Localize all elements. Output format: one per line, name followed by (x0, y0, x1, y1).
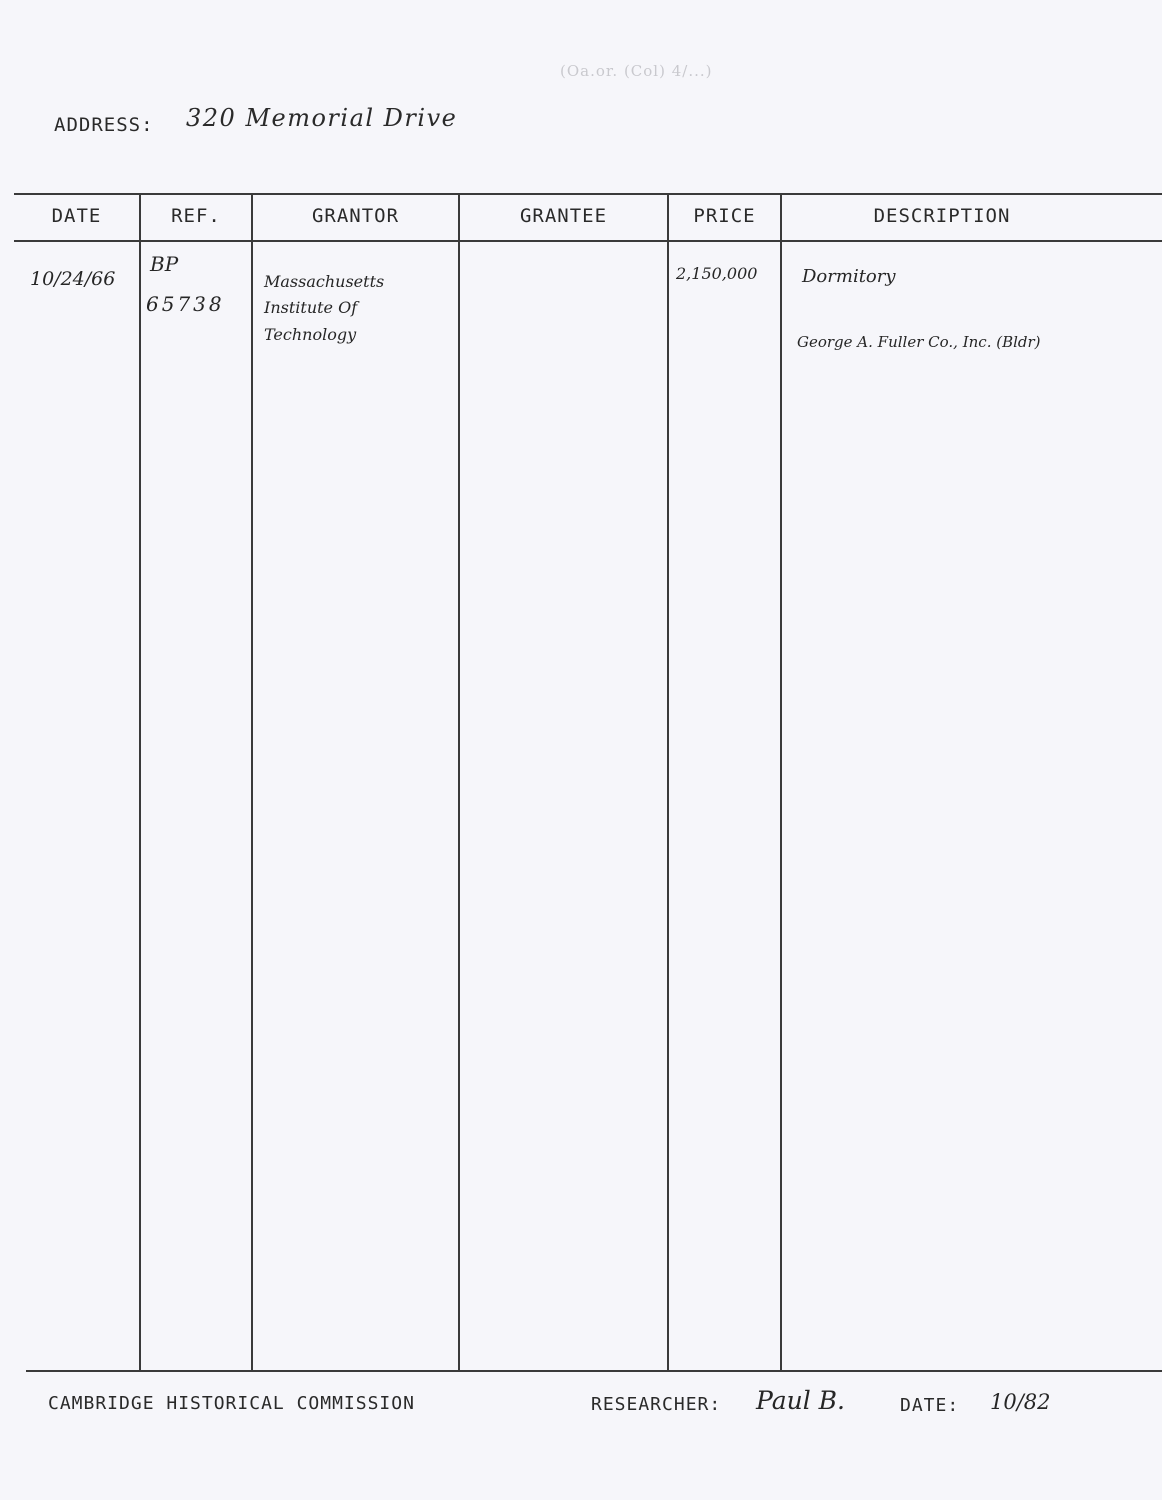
column-divider (667, 193, 669, 1371)
bleed-through-text: (Oa.or. (Col) 4/...) (560, 62, 713, 80)
column-divider (139, 193, 141, 1371)
table-bottom-rule (26, 1370, 1162, 1372)
column-divider (780, 193, 782, 1371)
footer-date-label: DATE: (900, 1395, 960, 1416)
entry-description-line2: George A. Fuller Co., Inc. (Bldr) (797, 333, 1041, 351)
column-header-price: PRICE (693, 205, 756, 227)
entry-grantor-line2: Institute Of (264, 298, 358, 317)
column-header-grantee: GRANTEE (519, 205, 608, 227)
column-divider (458, 193, 460, 1371)
researcher-value: Paul B. (756, 1386, 845, 1415)
column-header-grantor: GRANTOR (311, 205, 400, 227)
address-value: 320 Memorial Drive (186, 104, 458, 132)
column-header-date: DATE (51, 205, 102, 227)
column-header-ref: REF. (171, 205, 221, 227)
footer-date-value: 10/82 (990, 1390, 1051, 1414)
table-top-rule (14, 193, 1162, 195)
footer-organization: CAMBRIDGE HISTORICAL COMMISSION (48, 1393, 415, 1414)
address-label: ADDRESS: (54, 114, 154, 136)
entry-grantor-line1: Massachusetts (264, 272, 385, 291)
researcher-label: RESEARCHER: (591, 1394, 722, 1415)
entry-price: 2,150,000 (676, 264, 758, 283)
column-divider (251, 193, 253, 1371)
entry-ref-number: 65738 (146, 292, 225, 316)
column-header-description: DESCRIPTION (873, 205, 1011, 227)
entry-description-line1: Dormitory (802, 266, 896, 287)
entry-ref-prefix: BP (150, 252, 179, 276)
entry-grantor-line3: Technology (264, 325, 357, 344)
header-bottom-rule (14, 240, 1162, 242)
entry-date: 10/24/66 (30, 268, 116, 290)
